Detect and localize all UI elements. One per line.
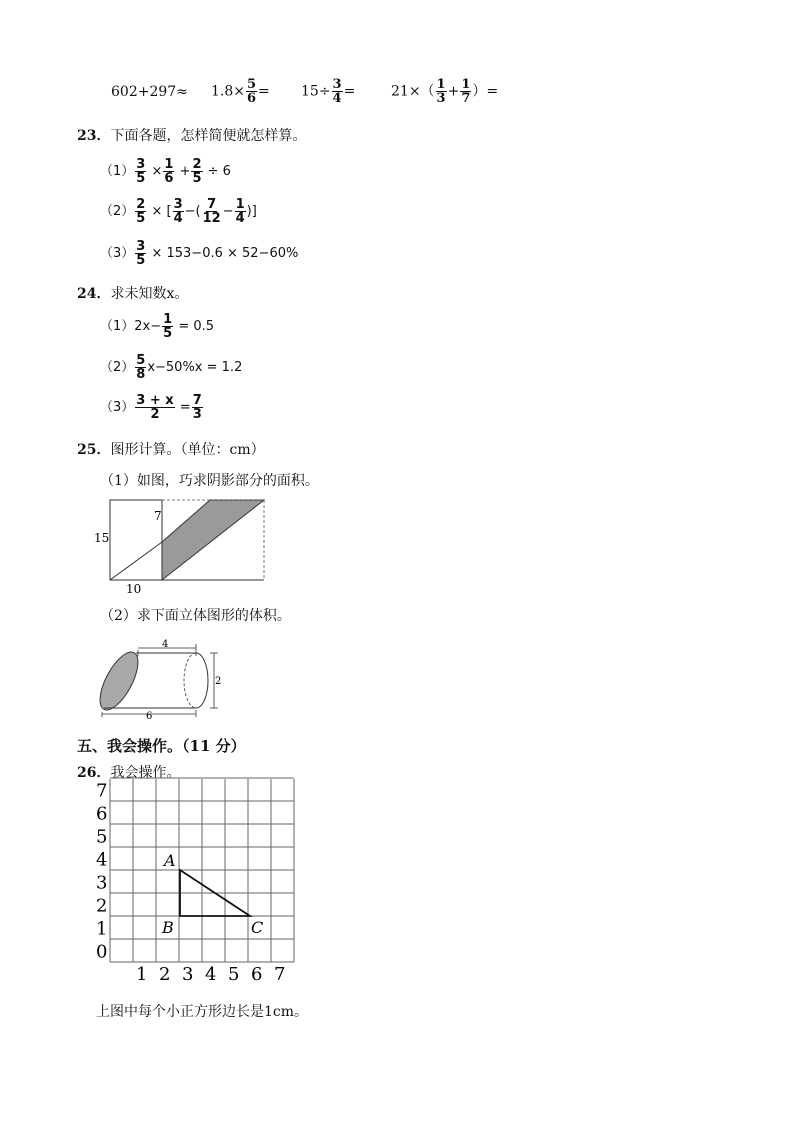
x-axis-label: 5 [228,964,240,985]
q25-part-2-text: （2）求下面立体图形的体积。 [100,608,291,624]
x-axis-label: 3 [182,964,194,985]
q24-part-3: （3） $\frac{3 + x}{2}$ = $\frac{7}{3}$ [100,393,202,422]
y-axis-label: 6 [96,803,108,825]
coordinate-grid [90,780,290,992]
q24-part-1: （1）2x− $\frac{1}{5}$ = 0.5 [100,312,215,341]
grid-note: 上图中每个小正方形边长是1cm。 [96,1004,309,1020]
x-axis-label: 7 [274,964,286,985]
q23-part-3: （3） $\frac{3}{5}$ × 153−0.6 × 52−60% [100,239,299,268]
label-height: 15 [94,531,110,545]
y-axis-label: 5 [96,826,108,848]
point-b-label: B [162,918,174,937]
section-5-heading: 五、我会操作。（11 分） [77,737,246,755]
point-c-label: C [251,918,264,937]
label-bottom: 6 [146,711,153,722]
diagonal-line [110,542,162,580]
cylinder-figure [96,638,236,720]
expr-divide-fraction: 15÷ $\frac{3}{4}$ = [301,77,356,106]
right-ellipse-back [184,653,196,708]
expr-multiply-fraction: 1.8× $\frac{5}{6}$ = [211,77,270,106]
x-axis-label: 6 [251,964,263,985]
q23-part-1: （1） $\frac{3}{5}$ × $\frac{1}{6}$ + $\frac{2}{5}$ ÷ 6 [100,157,231,186]
right-ellipse-front [196,653,208,708]
x-axis-label: 1 [136,964,148,985]
q25-part-1-text: （1）如图，巧求阴影部分的面积。 [100,473,319,489]
question-26-title: 26．我会操作。 [77,765,181,781]
y-axis-label: 7 [96,780,108,802]
label-width: 10 [126,582,142,596]
q23-part-2: （2） $\frac{2}{5}$ × [ $\frac{3}{4}$ −( $\frac{7}{12}$ − $\frac{1}{4}$ )] [100,197,257,226]
expr-distributive: 21×（ $\frac{1}{3}$ + $\frac{1}{7}$ ）= [391,77,499,106]
y-axis-label: 1 [96,918,108,940]
expr-estimate: 602+297≈ [111,84,188,100]
y-axis-label: 3 [96,872,108,894]
label-top: 4 [162,639,169,650]
slanted-ellipse-end [92,647,145,716]
shaded-parallelogram [162,500,264,580]
y-axis-label: 0 [96,941,108,963]
shaded-area-figure [88,492,278,596]
x-axis-label: 2 [159,964,171,985]
label-seven: 7 [154,509,162,523]
question-25-title: 25．图形计算。（单位：cm） [77,442,265,458]
question-23-title: 23．下面各题，怎样简便就怎样算。 [77,128,307,144]
point-a-label: A [164,851,176,870]
y-axis-label: 2 [96,895,108,917]
question-24-title: 24．求未知数x。 [77,286,189,302]
y-axis-label: 4 [96,849,108,871]
q24-part-2: （2） $\frac{5}{8}$ x−50%x = 1.2 [100,353,243,382]
label-right: 2 [215,676,222,687]
x-axis-label: 4 [205,964,217,985]
